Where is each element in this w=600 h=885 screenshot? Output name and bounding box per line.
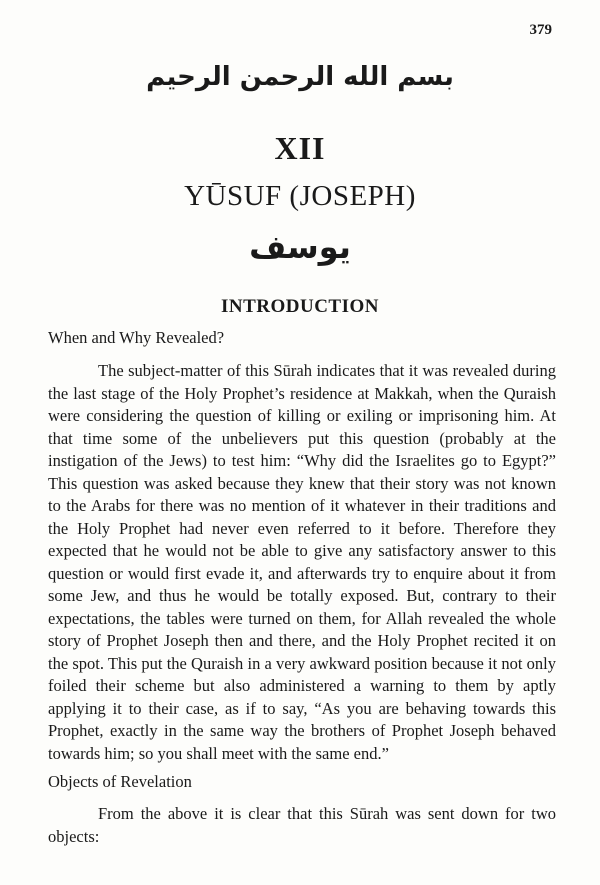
section-heading-objects: Objects of Revelation [48,772,192,791]
section-heading-when-why: When and Why Revealed? [48,328,225,347]
surah-title-arabic: يوسف [249,228,351,266]
surah-number: XII [274,130,326,166]
introduction-heading: INTRODUCTION [220,296,380,317]
bismillah-calligraphy: بسم الله الرحمن الرحيم [146,62,454,92]
page-number: 379 [529,22,552,38]
surah-title: YŪSUF (JOSEPH) [184,180,416,212]
section-paragraph-when-why: The subject-matter of this Sūrah indicates that it was revealed during the last stage of the Holy Prophet’s residence at Makkah, when the Quraish were considering the question of killing or exiling or imprisoning him. At that time some of the unbelievers put this question (probably at the instigation of the Jews) to test him: “Why did the Israelites go to Egypt?” This question was asked because they knew that their story was not known to the Arabs for there was no mention of it whatever in their traditions and the Holy Prophet had never even referred to it before. Therefore they expected that he would not be able to give any satisfactory answer to this question or would first evade it, and afterwards try to enquire about it from some Jew, and thus he would be totally exposed. But, contrary to their expectations, the tables were turned on them, for Allah revealed the whole story of Prophet Joseph then and there, and the Holy Prophet recited it on the spot. This put the Quraish in a very awkward position because it not only foiled their scheme but also administered a warning to them by aptly applying it to their case, as if to say, “As you are behaving towards this Prophet, exactly in the same way the brothers of Prophet Joseph behaved towards him; so you shall meet with the same end.” [48,361,556,763]
section-paragraph-objects: From the above it is clear that this Sūrah was sent down for two objects: [48,804,556,846]
